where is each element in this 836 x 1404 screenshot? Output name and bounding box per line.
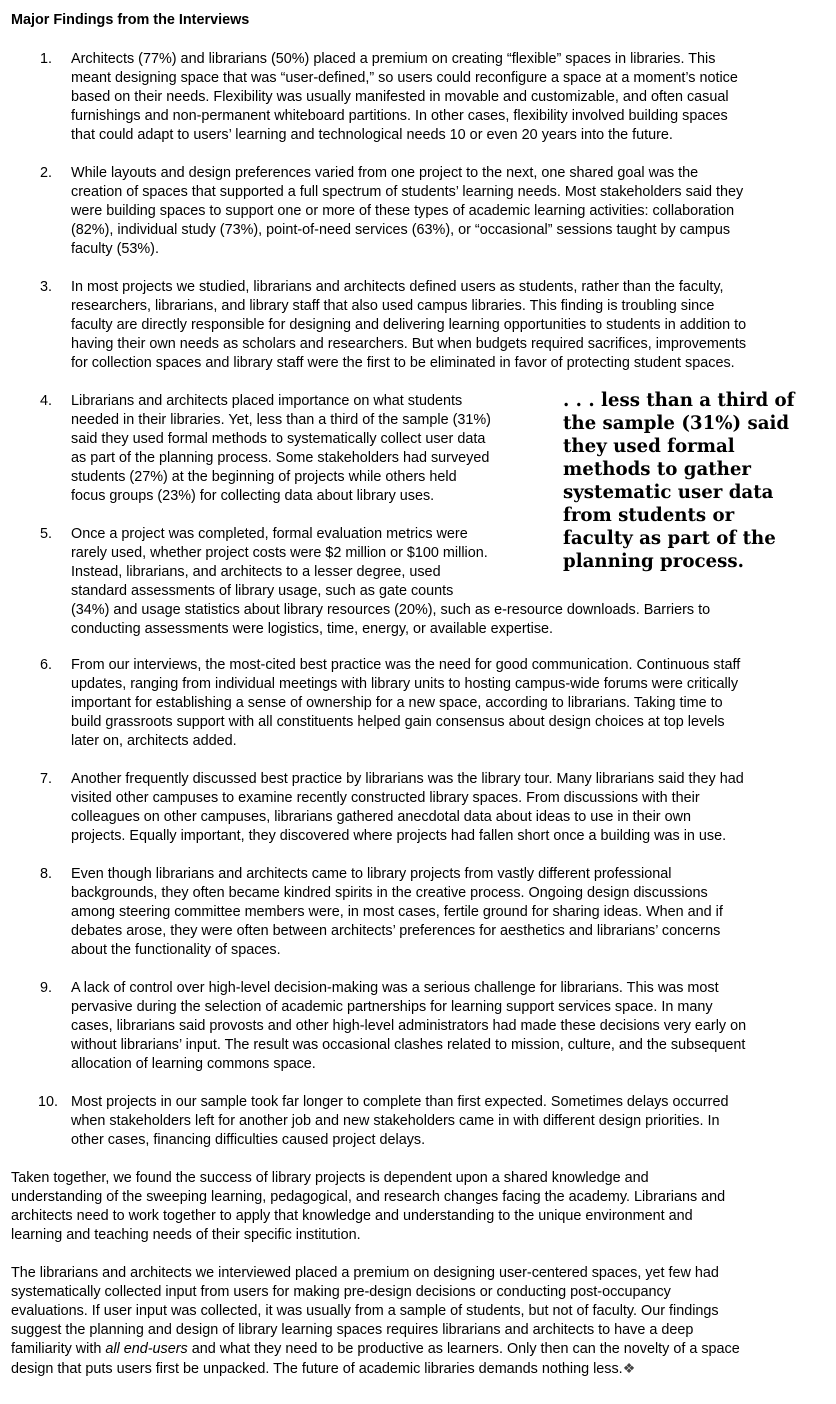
conclusion-paragraph-2: The librarians and architects we interviewed placed a premium on designing user-centered spaces, yet few had systematically collected input from users for making pre-design decisions or conducting post-occupancy evaluations. If user input was collected, it was usually from a sample of students, but not of faculty. Our findings suggest the planning and design of library learning spaces requires librarians and architects to have a deep familiarity with all end-users and what they need to be productive as learners. Only then can the novelty of a space design that puts users first be unpacked. The future of academic libraries demands nothing less.❖ <box>11 1265 740 1377</box>
finding-number: 4. <box>40 393 53 409</box>
finding-number: 8. <box>40 866 53 882</box>
finding-text: Once a project was completed, formal evaluation metrics were rarely used, whether project costs were $2 million or $100 million. Instead, librarians, and architects to a lesser degree, used standard assessments of library usage, such as gate counts (34%) and usage statistics about library resources (20%), such as e-resource downloads. Barriers to conducting assessments were logistics, time, energy, or available expertise. <box>71 526 711 637</box>
finding-1 <box>40 50 816 145</box>
finding-text: Librarians and architects placed importance on what students needed in their libraries. Yet, less than a third of the sample (31%) said they used formal methods to systematically collect user data as part of the planning process. Some stakeholders had surveyed students (27%) at the beginning of projects while others held focus groups (23%) for collecting data about library uses. <box>71 393 491 504</box>
conclusion-paragraph-1: Taken together, we found the success of library projects is dependent upon a shared knowledge and understanding of the sweeping learning, pedagogical, and research changes facing the academy. Librarians and architects need to work together to apply that knowledge and understanding to the unique environment and learning and teaching needs of their specific institution. <box>11 1170 726 1243</box>
finding-number: 5. <box>40 526 53 542</box>
finding-number: 9. <box>40 980 53 996</box>
finding-text: From our interviews, the most-cited best practice was the need for good communication. Continuous staff updates, ranging from individual meetings with library units to hosting campus-wide forums were critically important for establishing a sense of ownership for a new space, according to librarians. Taking time to build grassroots support with all constituents helped gain consensus about design choices at top levels later on, architects added. <box>71 657 741 749</box>
finding-9 <box>40 979 816 1074</box>
finding-3 <box>40 278 816 373</box>
finding-number: 2. <box>40 165 53 181</box>
end-mark-diamond-icon: ❖ <box>622 1360 636 1376</box>
emphasis-all-end-users: all end-users <box>105 1341 188 1357</box>
finding-text: A lack of control over high-level decision-making was a serious challenge for librarians. This was most pervasive during the selection of academic partnerships for learning support services space. In many cases, librarians said provosts and other high-level administrators had made these decisions very early on without librarians’ input. The result was occasional clashes related to mission, culture, and the subsequent allocation of learning commons space. <box>71 980 747 1072</box>
finding-number: 1. <box>40 51 53 67</box>
finding-7 <box>40 770 816 846</box>
finding-text: While layouts and design preferences varied from one project to the next, one shared goal was the creation of spaces that supported a full spectrum of students’ learning needs. Most stakeholders said they were building spaces to support one or more of these types of academic learning activities: collaboration (82%), individual study (73%), point-of-need services (63%), or “occasional” sessions taught by campus faculty (53%). <box>71 165 744 257</box>
finding-8 <box>40 865 816 960</box>
finding-number: 6. <box>40 657 53 673</box>
finding-text: In most projects we studied, librarians and architects defined users as students, rather than the faculty, researchers, librarians, and library staff that also used campus libraries. This finding is troubling since faculty are directly responsible for designing and delivering learning opportunities to students in addition to having their own needs as scholars and researchers. But when budgets required sacrifices, improvements for collection spaces and library staff were the first to be eliminated in favor of protecting student spaces. <box>71 279 747 371</box>
finding-text: Architects (77%) and librarians (50%) placed a premium on creating “flexible” spaces in libraries. This meant designing space that was “user-defined,” so users could reconfigure a space at a moment’s notice based on their needs. Flexibility was usually manifested in movable and customizable, and often casual furnishings and non-permanent whiteboard partitions. In other cases, flexibility involved building spaces that could adapt to users’ learning and technological needs 10 or even 20 years into the future. <box>71 51 738 143</box>
finding-2 <box>40 164 816 259</box>
finding-number: 3. <box>40 279 53 295</box>
page-heading: Major Findings from the Interviews <box>11 12 250 28</box>
finding-text: Even though librarians and architects came to library projects from vastly different professional backgrounds, they often became kindred spirits in the creative process. Ongoing design discussions among steering committee members were, in most cases, fertile ground for sharing ideas. When and if debates arose, they were often between architects’ preferences for aesthetics and librarians’ concerns about the functionality of spaces. <box>71 866 723 958</box>
finding-text: Another frequently discussed best practice by librarians was the library tour. Many librarians said they had visited other campuses to examine recently constructed library spaces. From discussions with their colleagues on other campuses, librarians gathered anecdotal data about ideas to use in their own projects. Equally important, they discovered where projects had fallen short once a building was in use. <box>71 771 744 844</box>
finding-number: 7. <box>40 771 53 787</box>
finding-10 <box>40 1093 816 1150</box>
finding-number: 10. <box>38 1094 59 1110</box>
finding-text: Most projects in our sample took far longer to complete than first expected. Sometimes delays occurred when stakeholders left for another job and new stakeholders came in with different design priorities. In other cases, financing difficulties caused project delays. <box>71 1094 729 1148</box>
pull-quote: . . . less than a third of the sample (31%) said they used formal methods to gather systematic user data from students or faculty as part of the planning process. <box>563 390 795 572</box>
finding-6 <box>40 656 816 751</box>
